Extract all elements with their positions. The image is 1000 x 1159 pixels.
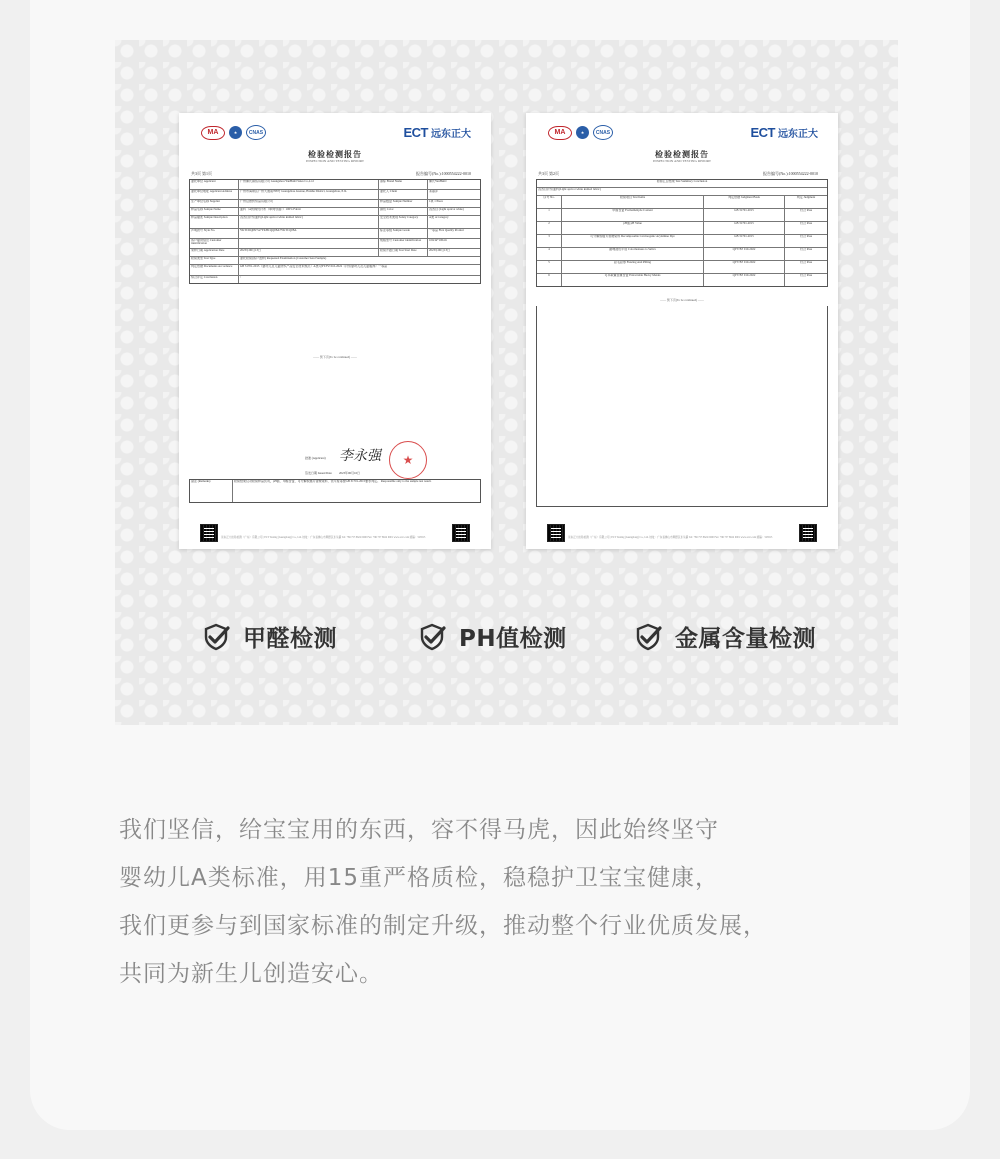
table-cell: 浅杏白 (Light apricot white) <box>429 208 464 211</box>
report-number: 报告编号(No.):1000554222-0010 <box>416 171 471 176</box>
test-report-page-2 <box>526 113 838 549</box>
table-cell: 符合 Pass <box>799 209 813 212</box>
table-cell: / <box>240 276 241 279</box>
table-cell: 客户提供信息 Customer identification <box>190 239 239 248</box>
table-row <box>190 216 480 229</box>
table-cell: 面料（A纺棉纹针布（单向导湿））100% Fabric <box>239 208 379 215</box>
statement-line: 共同为新生儿创造安心。 <box>119 961 383 987</box>
table-cell: 符合 Pass <box>799 248 813 251</box>
table-cell: GB 31701-2015 <box>704 222 785 234</box>
table-cell: 3 <box>537 235 562 247</box>
continued-note: —— 预下页(To be continued) —— <box>313 355 357 359</box>
remarks-table <box>189 479 481 503</box>
table-cell: pH值 pH Value <box>562 222 704 234</box>
table-cell: 符合 Pass <box>799 222 813 225</box>
table-cell: 样品描述 Sample Description <box>190 216 239 228</box>
cma-round-logo: ★ <box>229 126 242 139</box>
table-cell: A类 A Category <box>429 216 449 219</box>
table-cell: 1 <box>537 209 562 221</box>
feature-item <box>201 620 337 653</box>
issued-date: 2023年06月16日 <box>339 471 361 475</box>
ect-brand-cn: 远东正大 <box>431 129 471 140</box>
official-seal-icon: ★ <box>389 441 427 479</box>
issued-date-label: 签发日期 Issued Date <box>305 471 332 475</box>
table-cell: 商标 Brand Name <box>379 180 428 189</box>
table-row <box>537 274 827 286</box>
table-row <box>537 261 827 274</box>
applicant-label: 批准 (Applicant) <box>305 456 326 460</box>
table-cell: 一等品 First Quality Product <box>429 229 465 232</box>
table-cell: 4 <box>537 248 562 260</box>
table-cell: 符合 Pass <box>799 235 813 238</box>
blank-area <box>536 306 828 507</box>
table-cell: 广州市海珠区广州大道南768号 Guangzhou Avenue, Haizhu District, Guangzhou, P. R. <box>239 190 379 199</box>
feature-item <box>417 620 567 653</box>
feature-label: PH值检测 <box>459 626 567 652</box>
ma-logo: MA <box>201 126 225 140</box>
table-row <box>190 265 480 276</box>
ect-brand-en: ECT <box>750 125 775 140</box>
cma-round-logo: ★ <box>576 126 589 139</box>
brand-statement <box>119 806 879 998</box>
table-cell: 2 <box>537 222 562 234</box>
table-cell: 2023年06月13日 <box>429 249 451 252</box>
table-cell: 安全技术类别 Safety Category <box>379 216 428 228</box>
table-cell: 2023年06月13日 <box>239 249 379 256</box>
table-cell: GB 31701-2015《婴幼儿及儿童纺织产品安全技术规范》A类 QYT/FZ 010-2022《针织婴幼儿及儿童服饰》一等品 <box>240 265 388 268</box>
cnas-logo: CNAS <box>593 125 613 140</box>
table-cell: 规格型号 Customer identification <box>379 239 428 248</box>
qr-code-icon <box>453 525 469 541</box>
cnas-logo: CNAS <box>246 125 266 140</box>
table-cell: 委托检验(客户送样) Requested Examination (Customer Send Sample) <box>240 257 327 260</box>
report-footer: 远东正大检验检测（广东）有限公司 | ECT Testing (Guangdong) Co., Ltd. 地址：广东省佛山市顺德区乐从镇 Tel: +86 757 8622 0000 Fax: +86 757 8622 0001 www.ectc.com 邮编：528315 <box>568 535 773 539</box>
qr-code-icon <box>548 525 564 541</box>
table-row <box>190 200 480 208</box>
statement-line: 我们坚信，给宝宝用的东西，容不得马虎，因此始终坚守 <box>119 817 719 843</box>
table-row <box>537 209 827 222</box>
certification-logos <box>548 125 639 140</box>
signature: 李永强 <box>339 448 381 464</box>
table-cell: 判定 Judgment <box>796 196 816 199</box>
table-cell: 判定依据 Documents Accordance <box>190 265 239 275</box>
table-cell: 可萃取重金属含量 Extractable Heavy Metals <box>562 274 704 286</box>
table-cell: 符合 Pass <box>799 261 813 264</box>
table-row <box>537 235 827 248</box>
remarks-text: 检验结果仅对检验样品负责，pH值、甲醛含量、可分解致癌芳香胺染料、色牢度等按GB 31701-2015要求判定。 Responsible only to the sample test result. <box>234 480 432 483</box>
table-cell: 检验开始日期 Test Start Date <box>379 249 428 256</box>
table-cell: GB 31701-2015 <box>704 235 785 247</box>
check-badge-icon <box>201 622 231 652</box>
table-cell: 样品数量 Sample Number <box>379 200 428 207</box>
check-badge-icon <box>417 622 447 652</box>
qr-code-icon <box>201 525 217 541</box>
table-cell: 1块 1 Piece <box>429 200 443 203</box>
table-row <box>190 257 480 265</box>
page-number: 共3页 第1页 <box>191 171 212 176</box>
report-number: 报告编号(No.):1000554222-0010 <box>763 171 818 176</box>
feature-list <box>115 620 898 656</box>
ect-brand-logo <box>751 125 819 140</box>
table-cell: 序号 No. <box>537 196 562 208</box>
summary-title: 检验汇总结果 Test Summary Conclusion <box>656 180 708 183</box>
table-cell: QYT/FZ 010-2022 <box>704 248 785 260</box>
table-cell: 委托人 Client <box>379 190 428 199</box>
ect-brand-cn: 远东正大 <box>778 129 818 140</box>
table-cell: 100cm*100cm <box>429 239 447 242</box>
report-footer: 远东正大检验检测（广东）有限公司 | ECT Testing (Guangdong) Co., Ltd. 地址：广东省佛山市顺德区乐从镇 Tel: +86 757 8622 0000 Fax: +86 757 8622 0001 www.ectc.com 邮编：528315 <box>221 535 426 539</box>
table-cell: 浅杏白针织面料(Light apricot white knitted fabric) <box>239 216 379 228</box>
table-cell: 6 <box>537 274 562 286</box>
table-cell: YKTCDQ08/7A7YKHCQQ08A7YKTCQ08A <box>239 229 379 238</box>
certification-logos <box>201 125 292 140</box>
table-row <box>190 276 480 283</box>
remarks-label: 备注 (Remarks) <box>190 480 233 502</box>
table-row <box>190 249 480 257</box>
feature-label: 甲醛检测 <box>243 626 337 652</box>
table-cell: 起毛起球 Fuzzing And Pilling <box>562 261 704 273</box>
check-badge-icon <box>633 622 663 652</box>
table-cell: 委托单位地址 Applicant Address <box>190 190 239 199</box>
table-cell: 委托单位 Applicant <box>190 180 239 189</box>
table-cell: GB 31701-2015 <box>704 209 785 221</box>
table-row <box>190 239 480 249</box>
table-cell: 符合 Pass <box>799 274 813 277</box>
statement-line: 我们更参与到国家标准的制定升级，推动整个行业优质发展， <box>119 913 767 939</box>
table-cell: QYT/FZ 010-2022 <box>704 261 785 273</box>
ect-brand-logo <box>404 125 472 140</box>
table-cell: 检验项目 Test Items <box>562 196 704 208</box>
table-cell: 广州启德纺织品有限公司 <box>239 200 379 207</box>
table-cell <box>239 239 379 248</box>
table-cell: 邓丽萍 <box>429 190 439 193</box>
feature-item <box>633 620 816 653</box>
report-title: 检验检测报告 <box>655 150 709 159</box>
test-summary-table <box>536 179 828 287</box>
table-cell: 耐唾液色牢度 Colorfastness to Saliva <box>562 248 704 260</box>
qr-code-icon <box>800 525 816 541</box>
table-row <box>190 208 480 216</box>
sample-line: 浅杏白针织面料(Light apricot white knitted fabric) <box>538 188 601 191</box>
table-cell: 颜色 Color <box>379 208 428 215</box>
table-cell: 声明款号 Style No. <box>190 229 239 238</box>
table-cell: 5 <box>537 261 562 273</box>
table-row <box>190 180 480 190</box>
table-row <box>190 190 480 200</box>
table-cell: 熏氏YanHuiO <box>429 180 447 183</box>
table-cell: 检验类型 Test Type <box>190 257 239 264</box>
table-cell: 广州熏氏销售有限公司 Guangzhou YanHuiO Sales Co.,Ltd <box>239 180 379 189</box>
table-cell: 综合评定 Conclusion <box>190 276 239 283</box>
test-report-page-1 <box>179 113 491 549</box>
table-cell: 生产单位名称 Supplier <box>190 200 239 207</box>
table-row <box>537 222 827 235</box>
table-cell: QYT/FZ 010-2022 <box>704 274 785 286</box>
table-cell: 样品名称 Sample Name <box>190 208 239 215</box>
ma-logo: MA <box>548 126 572 140</box>
report-subtitle: INSPECTION AND TESTING REPORT <box>305 159 365 163</box>
table-cell: 来样日期 Application Date <box>190 249 239 256</box>
table-cell: 可分解致癌芳香胺染料 Decomposable Carcinogenic Arylamine Dye <box>562 235 704 247</box>
table-row <box>537 196 827 209</box>
report-title: 检验检测报告 <box>308 150 362 159</box>
feature-label: 金属含量检测 <box>675 626 816 652</box>
table-cell: 甲醛含量 Formaldehyde Content <box>562 209 704 221</box>
table-row <box>537 248 827 261</box>
table-cell: 标注等级 Sample Grade <box>379 229 428 238</box>
table-cell: 判定依据 Judgment Basis <box>704 196 785 208</box>
report-subtitle: INSPECTION AND TESTING REPORT <box>652 159 712 163</box>
ect-brand-en: ECT <box>403 125 428 140</box>
continued-note: —— 预下页(To be continued) —— <box>660 298 704 302</box>
page-number: 共3页 第2页 <box>538 171 559 176</box>
report-info-table <box>189 179 481 284</box>
table-row <box>190 229 480 239</box>
statement-line: 婴幼儿A类标准，用15重严格质检，稳稳护卫宝宝健康， <box>119 865 720 891</box>
